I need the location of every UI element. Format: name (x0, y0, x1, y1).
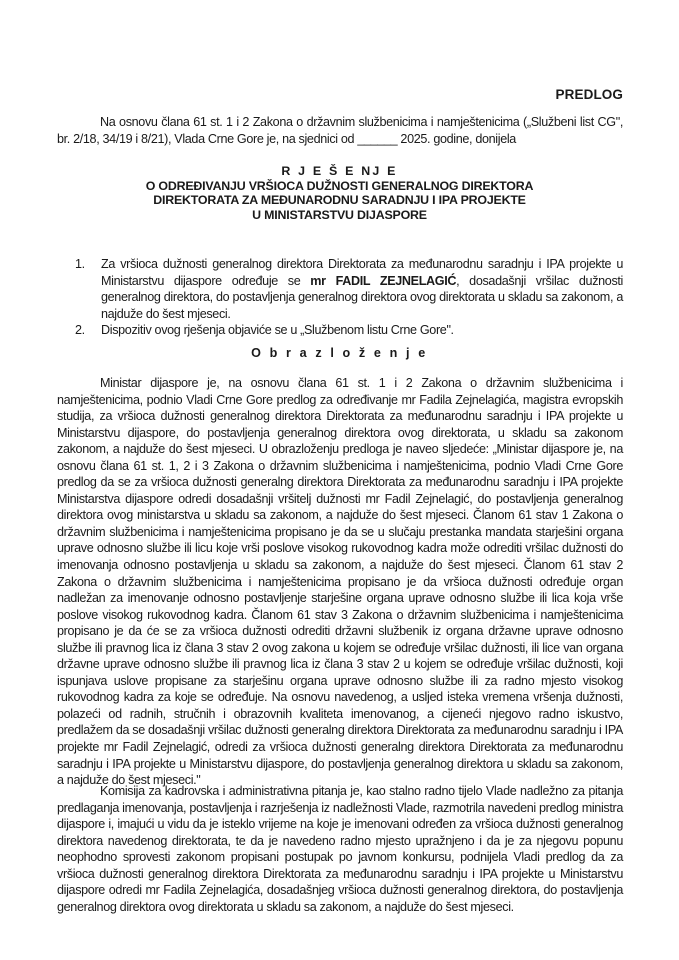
intro-paragraph: Na osnovu člana 61 st. 1 i 2 Zakona o državnim službenicima i namještenicima („Službeni list CG", br. 2/18, 34/19 i 8/21), Vlada Crne Gore je, na sjednici od ______ 2025. godine, donijela (57, 115, 623, 146)
reasoning-heading: O b r a z l o ž e n j e (251, 346, 428, 360)
decision-subtitle-line-2: DIREKTORATA ZA MEĐUNARODNU SARADNJU I IPA PROJEKTE (153, 193, 526, 208)
decision-heading: R J E Š E NJ E (281, 164, 398, 178)
item-text-continued: , dosadašnji vršilac dužnosti generalnog direktora, do postavljenja generalnog direktora ovog direktorata u skladu sa zakonom, a najduže do šest mjeseci. (101, 273, 623, 321)
decision-subtitle-line-1: O ODREĐIVANJU VRŠIOCA DUŽNOSTI GENERALNOG DIREKTORA (145, 178, 534, 193)
decision-subtitle-line-3: U MINISTARSTVU DIJASPORE (252, 207, 427, 222)
decision-item-2 (75, 322, 623, 339)
reasoning-paragraph-2: Komisija za kadrovska i administrativna pitanja je, kao stalno radno tijelo Vlade nadležno za pitanja predlaganja imenovanja, postavljenja i razrješenja iz nadležnosti Vlade, razmotrila navedeni predlog ministra dijaspore i, imajući u vidu da je isteklo vrijeme na koje je imenovani određen za vršioca dužnosti generalnog direktora navedenog direktorata, te da je navedeno radno mjesto upražnjeno i da je za njegovu popunu neophodno sprovesti zakonom propisani postupak po javnom konkursu, podnijela Vladi predlog da za vršioca dužnosti generalnog direktora Direktorata za međunarodnu saradnju i IPA projekte u Ministarstvu dijaspore odredi mr Fadila Zejnelagića, dosadašnjeg vršioca dužnosti generalnog direktora, do postavljenja generalnog direktora ovog direktorata u skladu sa zakonom, a najduže do šest mjeseci. (57, 784, 623, 914)
document-label: PREDLOG (555, 87, 623, 102)
item-number: 2. (75, 323, 85, 338)
appointee-name: mr FADIL ZEJNELAGIĆ (310, 273, 457, 288)
item-number: 1. (75, 257, 85, 271)
reasoning-paragraph-1: Ministar dijaspore je, na osnovu člana 61 st. 1 i 2 Zakona o državnim službenicima i namještenicima, podnio Vladi Crne Gore predlog za određivanje mr Fadila Zejnelagića, magistra evropskih studija, za vršioca dužnosti generalnog direktora Direktorata za međunarodnu saradnju i IPA projekte u Ministarstvu dijaspore, do postavljenja generalnog direktora ovog direktorata, u skladu sa zakonom zakonom, a najduže do šest mjeseci. U obrazloženju predloga je naveo sljedeće: „Ministar dijaspore je, na osnovu člana 61 st. 1, 2 i 3 Zakona o državnim službenicima i namještenicima, podnio Vladi Crne Gore predlog da se za vršioca dužnosti generalng direktora Direktorata za međunarodnu saradnju i IPA projekte Ministarstva dijaspore odredi dosadašnji vršitelj dužnosti mr Fadil Zejnelagić, do postavljenja generalnog direktora ovog ministarstva u skladu sa zakonom, a najduže do šest mjeseci. Članom 61 stav 1 Zakona o državnim službenicima i namještenicima propisano je da se u slučaju prestanka mandata starješini organa uprave odnosno službe ili licu koje vrši poslove visokog rukovodnog kadra može odrediti vršilac dužnosti do imenovanja odnosno postavljenja u skladu sa zakonom, a najduže do šest mjeseci. Članom 61 stav 2 Zakona o državnim službenicima i namještenicima propisano je da vršioca dužnosti određuje organ nadležan za imenovanje odnosno postavljenje starješine organa uprave odnosno službe ili lica koja vrše poslove visokog rukovodnog kadra. Članom 61 stav 3 Zakona o državnim službenicima i namještenicima propisano je da će se za vršioca dužnosti odrediti državni službenik iz organa državne uprave odnosno službe ili pravnog lica iz člana 3 stav 2 ovog zakona u kojem se određuje vršilac dužnosti, ili lice van organa državne uprave odnosno službe ili pravnog lica iz člana 3 stav 2 u kojem se određuje vršilac dužnosti, koji ispunjava uslove propisane za starješinu organa uprave odnosno službe ili za radno mjesto visokog rukovodnog kadra za koje se određuje. Na osnovu navedenog, a usljed isteka vremena vršenja dužnosti, polazeći od radnih, stručnih i obrazovnih kvaliteta imenovanog, a cijeneći njegovo radno iskustvo, predlažem da se dosadašnji vršilac dužnosti generalng direktora Direktorata za međunarodnu saradnju i IPA projekte mr Fadil Zejnelagić, odredi za vršioca dužnosti generalng direktora Direktorata za međunarodnu saradnju i IPA projekte u Ministarstvu dijaspore, do postavljenja generalnog direktora u skladu sa zakonom, a najduže do šest mjeseci." (57, 376, 623, 788)
item-text: Za vršioca dužnosti generalnog direktora Direktorata za međunarodnu saradnju i IPA projekte u Ministarstvu dijaspore određuje se (101, 257, 623, 288)
decision-item-1 (75, 256, 623, 322)
decision-title (0, 164, 679, 222)
item-text: Dispozitiv ovog rješenja objaviće se u „Službenom listu Crne Gore". (101, 323, 454, 338)
decision-items (75, 256, 623, 339)
